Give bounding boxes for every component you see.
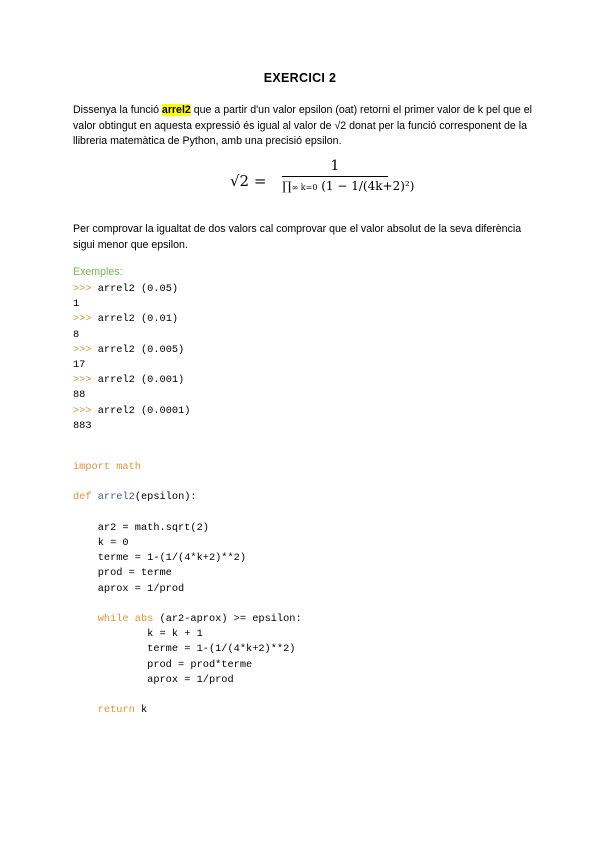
prompt: >>> (73, 374, 92, 387)
code-line: ar2 = math.sqrt(2) (73, 521, 209, 534)
abs-keyword: abs (128, 613, 154, 626)
def-keyword: def (73, 491, 92, 504)
example-result: 17 (73, 359, 86, 372)
loop-line: terme = 1-(1/(4*k+2)**2) (73, 643, 296, 656)
while-condition: (ar2-aprox) >= epsilon: (153, 613, 302, 626)
sqrt2-formula (230, 156, 415, 206)
while-keyword: while (97, 613, 129, 626)
example-call: arrel2 (0.001) (91, 374, 185, 387)
product-symbol: ∏ (282, 179, 292, 193)
intro-paragraph (73, 103, 533, 150)
loop-line: k = k + 1 (73, 628, 203, 641)
comparison-paragraph: Per comprovar la igualtat de dos valors cal comprovar que el valor absolut de la seva diferència sigui menor que epsilon. (73, 223, 522, 251)
code-block (73, 460, 302, 718)
prompt: >>> (73, 313, 92, 326)
formula-lhs: √2 = (230, 172, 267, 190)
example-call: arrel2 (0.005) (91, 343, 185, 356)
product-limits: ∞ k=0 (291, 183, 318, 192)
example-call: arrel2 (0.01) (91, 313, 179, 326)
example-call: arrel2 (0.05) (91, 283, 179, 295)
import-module: math (110, 461, 141, 473)
page-title: EXERCICI 2 (263, 71, 337, 85)
example-result: 883 (73, 419, 92, 432)
code-line: aprox = 1/prod (73, 582, 185, 595)
example-call: arrel2 (0.0001) (91, 404, 191, 417)
prompt: >>> (73, 404, 92, 417)
return-keyword: return (97, 704, 135, 717)
code-line: k = 0 (73, 537, 129, 550)
import-keyword: import (73, 461, 111, 473)
function-name: arrel2 (91, 491, 135, 504)
intro-after: que a partir d'un valor epsilon (oat) retorni el primer valor de k pel que el valor obtingut en aquesta expressió és igual al valor de √2 donat per la funció corresponent de la llibreria matemàtica de Python, amb una precisió epsilon. (73, 104, 532, 147)
example-result: 8 (73, 328, 80, 341)
code-line: prod = terme (73, 567, 172, 580)
function-name-highlight: arrel2 (161, 104, 191, 116)
example-result: 88 (73, 389, 86, 402)
loop-line: aprox = 1/prod (73, 673, 234, 686)
examples-label: Exemples: (73, 266, 123, 278)
formula-denominator (282, 177, 415, 193)
formula-numerator: 1 (330, 158, 340, 174)
prompt: >>> (73, 343, 92, 356)
product-body: (1 − 1/(4k+2)²) (321, 179, 415, 193)
formula-fraction (282, 156, 415, 193)
code-line: terme = 1-(1/(4*k+2)**2) (73, 552, 247, 565)
examples-block (73, 282, 190, 434)
function-args: (epsilon): (134, 491, 197, 504)
return-value: k (134, 704, 148, 717)
loop-line: prod = prod*terme (73, 658, 253, 671)
prompt: >>> (73, 283, 92, 295)
intro-before: Dissenya la funció (73, 104, 162, 116)
example-result: 1 (73, 298, 80, 311)
